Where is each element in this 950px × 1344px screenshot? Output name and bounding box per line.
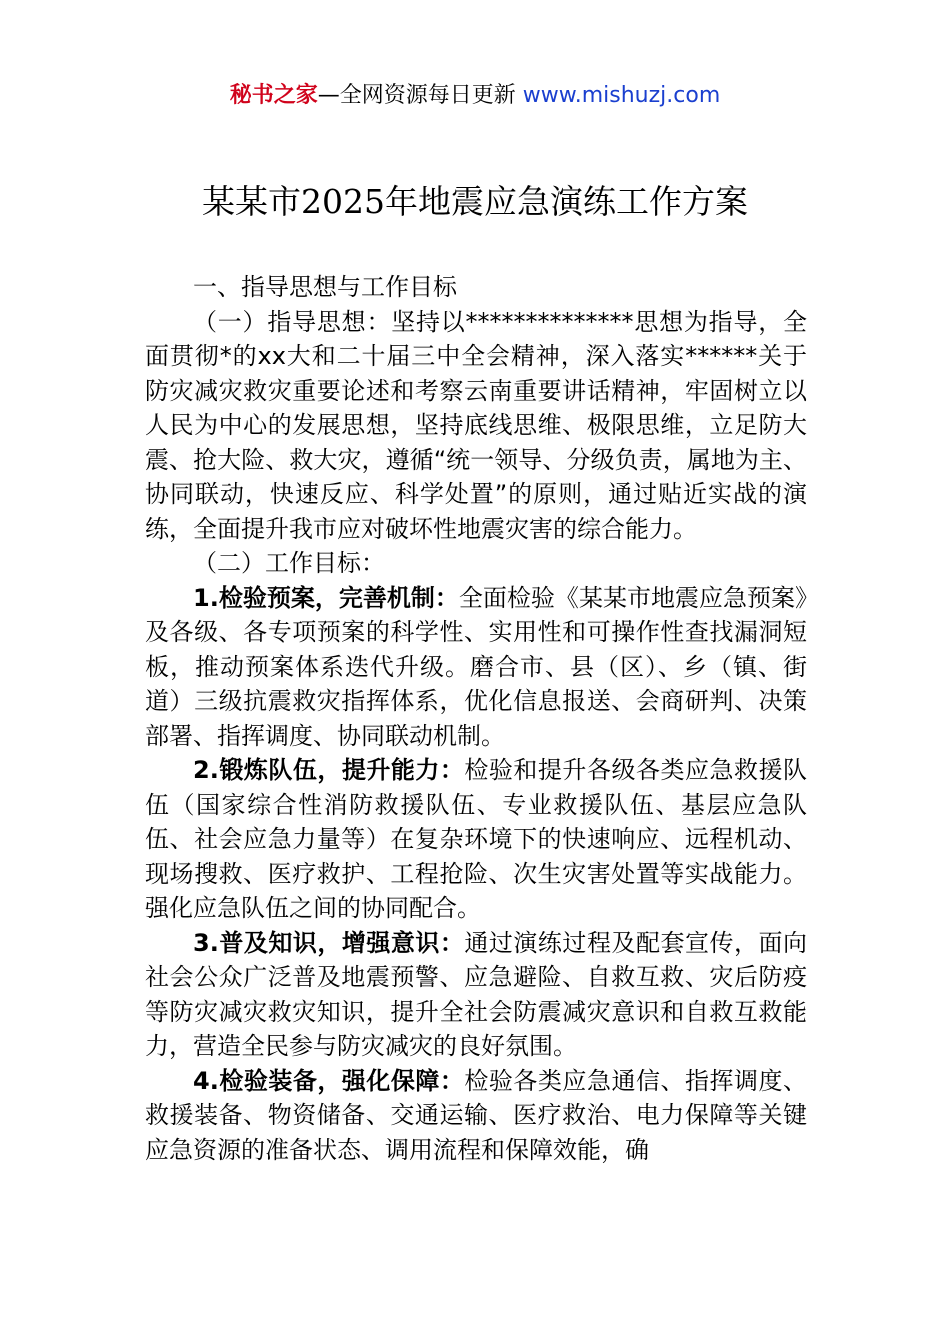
paragraph-work-goals-heading: （二）工作目标： xyxy=(193,549,385,577)
goal-item-3 xyxy=(145,926,807,1064)
section-heading: 一、指导思想与工作目标 xyxy=(193,273,457,301)
document-title: 某某市2025年地震应急演练工作方案 xyxy=(202,182,748,221)
goal-item-1 xyxy=(145,581,807,754)
paragraph-guiding-thought: （一）指导思想：坚持以**************思想为指导，全面贯彻*的xx大和二十届三中全会精神，深入落实******关于防灾减灾救灾重要论述和考察云南重要讲话精神，牢固树立以人民为中心的发展思想，坚持底线思维、极限思维，立足防大震、抢大险、救大灾，遵循“统一领导、分级负责，属地为主、协同联动，快速反应、科学处置”的原则，通过贴近实战的演练，全面提升我市应对破坏性地震灾害的综合能力。 xyxy=(145,307,807,543)
document-body xyxy=(145,270,807,1167)
goal-item-title: 4.检验装备，强化保障： xyxy=(193,1066,465,1095)
brand-name: 秘书之家 xyxy=(229,83,318,108)
goal-item-title: 2.锻炼队伍，提升能力： xyxy=(193,756,465,784)
site-header xyxy=(0,80,950,112)
goal-item-title: 1.检验预案，完善机制： xyxy=(193,583,459,612)
header-tagline: —全网资源每日更新 xyxy=(317,83,516,108)
goal-item-text: 通过演练过程及配套宣传，面向社会公众广泛普及地震预警、应急避险、自救互救、灾后防疫等防灾减灾救灾知识，提升全社会防震减灾意识和自救互救能力，营造全民参与防灾减灾的良好氛围。 xyxy=(145,928,807,1060)
site-url-link[interactable]: www.mishuzj.com xyxy=(522,83,721,108)
goal-item-2 xyxy=(145,753,807,926)
goal-item-text: 全面检验《某某市地震应急预案》及各级、各专项预案的科学性、实用性和可操作性查找漏洞短板，推动预案体系迭代升级。磨合市、县（区）、乡（镇、街道）三级抗震救灾指挥体系，优化信息报送、会商研判、决策部署、指挥调度、协同联动机制。 xyxy=(145,583,808,750)
goal-item-text: 检验和提升各级各类应急救援队伍（国家综合性消防救援队伍、专业救援队伍、基层应急队伍、社会应急力量等）在复杂环境下的快速响应、远程机动、现场搜救、医疗救护、工程抢险、次生灾害处置等实战能力。强化应急队伍之间的协同配合。 xyxy=(145,756,807,922)
goal-item-text: 检验各类应急通信、指挥调度、救援装备、物资储备、交通运输、医疗救治、电力保障等关键应急资源的准备状态、调用流程和保障效能，确 xyxy=(145,1066,807,1164)
goal-item-title: 3.普及知识，增强意识： xyxy=(193,928,465,957)
goal-item-4 xyxy=(145,1064,807,1168)
